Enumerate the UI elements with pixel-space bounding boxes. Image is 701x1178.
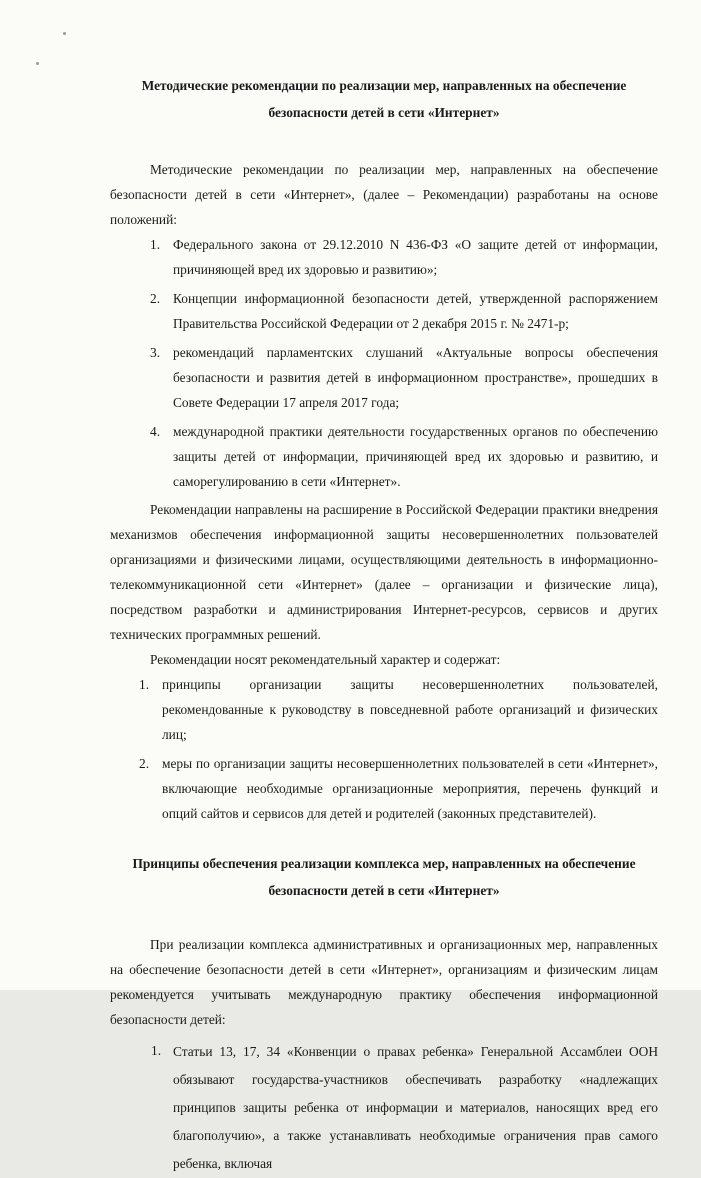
list-item [110, 340, 658, 415]
contents-list [110, 672, 658, 826]
principles-intro-paragraph: При реализации комплекса административных и организационных мер, направленных на обеспечение безопасности детей в сети «Интернет», организациям и физическим лицам рекомендуется учитывать международную практику обеспечения информационной безопасности детей: [110, 937, 658, 1027]
list-item-text: Федерального закона от 29.12.2010 N 436-ФЗ «О защите детей от информации, причиняющей вред их здоровью и развитию»; [173, 237, 658, 277]
principles-list [110, 1038, 658, 1178]
basis-list [110, 232, 658, 494]
scan-speck [36, 62, 39, 65]
list-item-number: 2. [150, 291, 161, 306]
list-item-number: 3. [150, 345, 161, 360]
list-item [110, 1038, 658, 1178]
document-title: Методические рекомендации по реализации мер, направленных на обеспечение безопасности детей в сети «Интернет» [141, 78, 627, 120]
list-item-text: меры по организации защиты несовершеннолетних пользователей в сети «Интернет», включающие необходимые организационные мероприятия, перечень функций и опций сайтов и сервисов для детей и родителей (законных представителей). [162, 756, 658, 821]
list-item [110, 751, 658, 826]
list-item-text: Концепции информационной безопасности детей, утвержденной распоряжением Правительства Российской Федерации от 2 декабря 2015 г. № 2471-р; [173, 291, 658, 331]
scan-speck [63, 32, 66, 35]
list-item-text: принципы организации защиты несовершеннолетних пользователей, рекомендованные к руководству в повседневной работе организаций и физических лиц; [162, 677, 658, 742]
list-item [110, 672, 658, 747]
purpose-paragraph: Рекомендации направлены на расширение в Российской Федерации практики внедрения механизмов обеспечения информационной защиты несовершеннолетних пользователей организациями и физическими лицами, осуществляющими деятельность в информационно-телекоммуникационной сети «Интернет» (далее – организации и физические лица), посредством разработки и администрирования Интернет-ресурсов, сервисов и других технических программных решений. [110, 502, 658, 642]
contents-intro-paragraph: Рекомендации носят рекомендательный характер и содержат: [150, 652, 501, 667]
section-heading: Принципы обеспечения реализации комплекса мер, направленных на обеспечение безопасности детей в сети «Интернет» [132, 856, 636, 898]
list-item-text: международной практики деятельности государственных органов по обеспечению защиты детей от информации, причиняющей вред их здоровью и развитию, и саморегулированию в сети «Интернет». [173, 424, 658, 489]
list-item-number: 1. [150, 237, 161, 252]
list-item-text: рекомендаций парламентских слушаний «Актуальные вопросы обеспечения безопасности и развития детей в информационном пространстве», прошедших в Совете Федерации 17 апреля 2017 года; [173, 345, 658, 410]
list-item-number: 1. [151, 1043, 162, 1058]
list-item-number: 2. [139, 756, 150, 771]
document-body [110, 72, 658, 1178]
list-item [110, 419, 658, 494]
intro-paragraph: Методические рекомендации по реализации мер, направленных на обеспечение безопасности детей в сети «Интернет», (далее – Рекомендации) разработаны на основе положений: [110, 162, 658, 227]
list-item-text: Статьи 13, 17, 34 «Конвенции о правах ребенка» Генеральной Ассамблеи ООН обязывают государства-участников обеспечивать разработку «надлежащих принципов защиты ребенка от информации и материалов, наносящих вред его благополучию», а также устанавливать необходимые ограничения прав самого ребенка, включая [173, 1044, 658, 1171]
list-item [110, 286, 658, 336]
list-item-number: 4. [150, 424, 161, 439]
list-item [110, 232, 658, 282]
list-item-number: 1. [139, 677, 150, 692]
